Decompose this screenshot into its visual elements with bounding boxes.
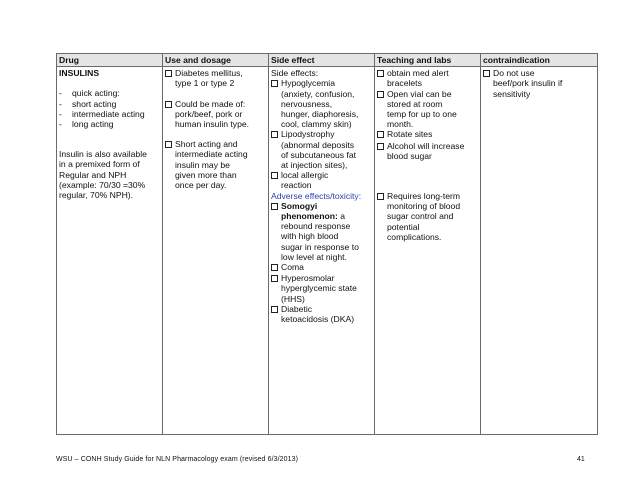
checkbox-icon xyxy=(165,99,175,130)
use-item: Could be made of: pork/beef, pork or human insulin type. xyxy=(165,99,266,130)
side-effect-item: Lipodystrophy (abnormal deposits of subcutaneous fat at injection sites), xyxy=(271,129,372,170)
checkbox-icon xyxy=(165,139,175,190)
insulin-type: - quick acting: xyxy=(59,88,120,99)
side-effects-label: Side effects: xyxy=(271,68,319,79)
use-item: Diabetes mellitus, type 1 or type 2 xyxy=(165,68,266,88)
teaching-item: Alcohol will increase blood sugar xyxy=(377,141,478,161)
checkbox-icon xyxy=(271,170,281,190)
adverse-effects-label: Adverse effects/toxicity: xyxy=(271,190,362,201)
adverse-item: Coma xyxy=(271,262,372,273)
teaching-item: obtain med alert bracelets xyxy=(377,68,478,88)
adverse-item: Hyperosmolar hyperglycemic state (HHS) xyxy=(271,273,372,304)
checkbox-icon xyxy=(377,89,387,130)
page-number: 41 xyxy=(577,456,585,463)
teaching-item: Open vial can be stored at room temp for up to one month. xyxy=(377,89,478,130)
checkbox-icon xyxy=(165,68,175,88)
checkbox-icon xyxy=(377,191,387,242)
insulin-type: - long acting xyxy=(59,119,114,130)
checkbox-icon xyxy=(271,262,281,273)
header-row xyxy=(57,54,598,67)
insulin-row xyxy=(57,67,598,435)
side-effect-item: Hypoglycemia (anxiety, confusion, nervousness, hunger, diaphoresis, cool, clammy skin) xyxy=(271,78,372,129)
checkbox-icon xyxy=(377,141,387,161)
drug-table xyxy=(56,53,598,435)
header-use: Use and dosage xyxy=(163,54,269,67)
drug-cell xyxy=(57,67,163,435)
insulin-type: - short acting xyxy=(59,98,117,109)
contraindication-cell xyxy=(481,67,598,435)
checkbox-icon xyxy=(377,129,387,140)
teaching-cell xyxy=(375,67,481,435)
premix-note: Insulin is also available in a premixed form of Regular and NPH (example: 70/30 =30% regular, 70% NPH). xyxy=(59,149,147,201)
checkbox-icon xyxy=(271,201,281,262)
page-footer: WSU – CONH Study Guide for NLN Pharmacology exam (revised 6/3/2013) xyxy=(56,456,299,463)
side-effect-item: local allergic reaction xyxy=(271,170,372,190)
checkbox-icon xyxy=(377,68,387,88)
header-side-effect: Side effect xyxy=(269,54,375,67)
checkbox-icon xyxy=(483,68,493,99)
contraindication-item: Do not use beef/pork insulin if sensitivity xyxy=(483,68,595,99)
drug-title: INSULINS xyxy=(59,68,100,79)
header-drug: Drug xyxy=(57,54,163,67)
checkbox-icon xyxy=(271,304,281,324)
header-contraindication: contraindication xyxy=(481,54,598,67)
adverse-item-somogyi: Somogyi phenomenon: a rebound response with high blood sugar in response to low level at night. xyxy=(271,201,372,262)
use-item: Short acting and intermediate acting insulin may be given more than once per day. xyxy=(165,139,266,190)
insulin-type: - intermediate acting xyxy=(59,108,145,119)
use-cell xyxy=(163,67,269,435)
teaching-item: Rotate sites xyxy=(377,129,478,140)
side-effect-cell xyxy=(269,67,375,435)
checkbox-icon xyxy=(271,129,281,170)
header-teaching: Teaching and labs xyxy=(375,54,481,67)
checkbox-icon xyxy=(271,273,281,304)
teaching-item: Requires long-term monitoring of blood sugar control and potential complications. xyxy=(377,191,478,242)
adverse-item: Diabetic ketoacidosis (DKA) xyxy=(271,304,372,324)
checkbox-icon xyxy=(271,78,281,129)
